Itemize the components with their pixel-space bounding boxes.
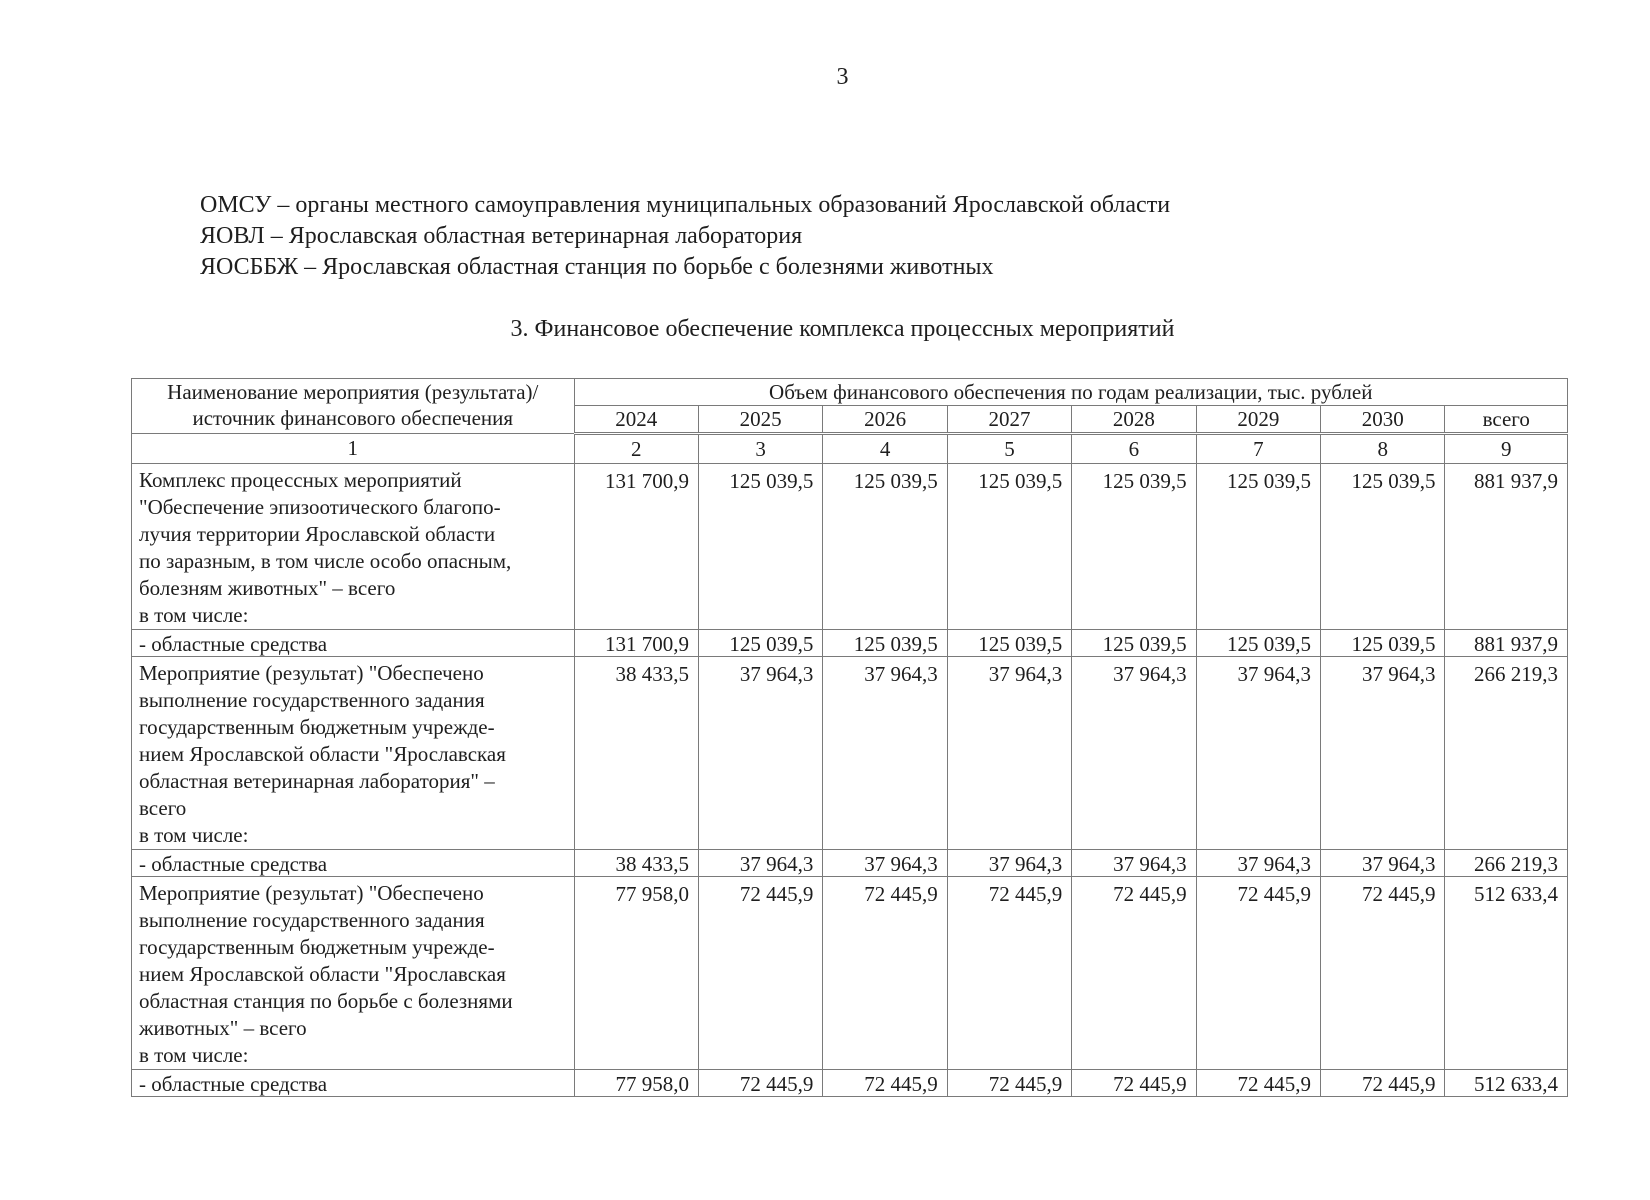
- header-year-2028: 2028: [1072, 406, 1196, 434]
- source-value-cell: 72 445,9: [1196, 1070, 1320, 1097]
- row-name-line: животных" – всего: [139, 1016, 307, 1040]
- row-name-cell: [132, 877, 575, 1070]
- row-name-line: в том числе:: [139, 1043, 249, 1067]
- source-value-cell: 125 039,5: [823, 630, 947, 657]
- value-cell: 125 039,5: [947, 464, 1071, 630]
- value-cell: 72 445,9: [823, 877, 947, 1070]
- header-year-2025: 2025: [698, 406, 822, 434]
- column-number: 8: [1321, 434, 1445, 464]
- row-name-line: Мероприятие (результат) "Обеспечено: [139, 881, 484, 905]
- value-cell: 38 433,5: [574, 657, 698, 850]
- column-number: 5: [947, 434, 1071, 464]
- value-cell: 125 039,5: [1321, 464, 1445, 630]
- value-cell: 131 700,9: [574, 464, 698, 630]
- value-cell: 72 445,9: [947, 877, 1071, 1070]
- row-name-cell: [132, 657, 575, 850]
- column-number: 7: [1196, 434, 1320, 464]
- table-row: [132, 877, 1568, 1070]
- row-name-line: в том числе:: [139, 823, 249, 847]
- source-row: [132, 1070, 1568, 1097]
- source-row: [132, 850, 1568, 877]
- value-cell: 512 633,4: [1445, 877, 1568, 1070]
- source-value-cell: 125 039,5: [1321, 630, 1445, 657]
- row-name-line: нием Ярославской области "Ярославская: [139, 742, 506, 766]
- page-number: 3: [836, 64, 849, 90]
- value-cell: 77 958,0: [574, 877, 698, 1070]
- source-value-cell: 37 964,3: [698, 850, 822, 877]
- abbreviation-yaovl: ЯОВЛ – Ярославская областная ветеринарная лаборатория: [200, 223, 803, 249]
- source-value-cell: 38 433,5: [574, 850, 698, 877]
- column-number: 1: [132, 434, 575, 464]
- value-cell: 37 964,3: [823, 657, 947, 850]
- source-value-cell: 72 445,9: [823, 1070, 947, 1097]
- financing-table: [131, 378, 1568, 1097]
- row-name-line: выполнение государственного задания: [139, 908, 485, 932]
- value-cell: 881 937,9: [1445, 464, 1568, 630]
- header-name-line: источник финансового обеспечения: [192, 406, 514, 430]
- value-cell: 37 964,3: [1072, 657, 1196, 850]
- header-volume-cell: Объем финансового обеспечения по годам реализации, тыс. рублей: [574, 379, 1567, 406]
- value-cell: 72 445,9: [698, 877, 822, 1070]
- value-cell: 125 039,5: [1196, 464, 1320, 630]
- source-value-cell: 72 445,9: [1072, 1070, 1196, 1097]
- source-value-cell: 72 445,9: [947, 1070, 1071, 1097]
- source-label: - областные средства: [132, 1070, 575, 1097]
- header-year-2024: 2024: [574, 406, 698, 434]
- header-year-2027: 2027: [947, 406, 1071, 434]
- source-value-cell: 512 633,4: [1445, 1070, 1568, 1097]
- source-value-cell: 125 039,5: [1072, 630, 1196, 657]
- header-year-2029: 2029: [1196, 406, 1320, 434]
- source-value-cell: 72 445,9: [1321, 1070, 1445, 1097]
- source-value-cell: 881 937,9: [1445, 630, 1568, 657]
- value-cell: 37 964,3: [1321, 657, 1445, 850]
- source-value-cell: 72 445,9: [698, 1070, 822, 1097]
- column-number: 4: [823, 434, 947, 464]
- source-value-cell: 125 039,5: [947, 630, 1071, 657]
- table-row: [132, 464, 1568, 630]
- source-label: - областные средства: [132, 630, 575, 657]
- abbreviation-yaosbbzh: ЯОСББЖ – Ярославская областная станция по борьбе с болезнями животных: [200, 254, 994, 280]
- row-name-line: в том числе:: [139, 603, 249, 627]
- row-name-line: болезням животных" – всего: [139, 576, 396, 600]
- abbreviation-omsu: ОМСУ – органы местного самоуправления муниципальных образований Ярославской области: [200, 192, 1171, 218]
- row-name-line: всего: [139, 796, 187, 820]
- row-name-line: "Обеспечение эпизоотического благопо-: [139, 495, 501, 519]
- source-value-cell: 37 964,3: [1321, 850, 1445, 877]
- row-name-line: по заразным, в том числе особо опасным,: [139, 549, 512, 573]
- header-name-line: Наименование мероприятия (результата)/: [167, 380, 539, 404]
- row-name-line: Мероприятие (результат) "Обеспечено: [139, 661, 484, 685]
- source-value-cell: 37 964,3: [947, 850, 1071, 877]
- section-title: 3. Финансовое обеспечение комплекса процессных мероприятий: [510, 316, 1175, 342]
- value-cell: 72 445,9: [1321, 877, 1445, 1070]
- source-value-cell: 131 700,9: [574, 630, 698, 657]
- row-name-line: Комплекс процессных мероприятий: [139, 468, 462, 492]
- row-name-line: нием Ярославской области "Ярославская: [139, 962, 506, 986]
- header-year-2026: 2026: [823, 406, 947, 434]
- abbreviations-list: [200, 190, 1170, 283]
- column-number: 6: [1072, 434, 1196, 464]
- value-cell: 72 445,9: [1196, 877, 1320, 1070]
- source-value-cell: 125 039,5: [1196, 630, 1320, 657]
- column-number: 3: [698, 434, 822, 464]
- source-value-cell: 77 958,0: [574, 1070, 698, 1097]
- row-name-cell: [132, 464, 575, 630]
- value-cell: 37 964,3: [947, 657, 1071, 850]
- row-name-line: областная ветеринарная лаборатория" –: [139, 769, 495, 793]
- value-cell: 125 039,5: [698, 464, 822, 630]
- header-name-cell: [132, 379, 575, 434]
- row-name-line: областная станция по борьбе с болезнями: [139, 989, 513, 1013]
- column-number: 9: [1445, 434, 1568, 464]
- column-number: 2: [574, 434, 698, 464]
- source-value-cell: 37 964,3: [1196, 850, 1320, 877]
- source-value-cell: 125 039,5: [698, 630, 822, 657]
- table-row: [132, 657, 1568, 850]
- source-value-cell: 37 964,3: [1072, 850, 1196, 877]
- source-value-cell: 37 964,3: [823, 850, 947, 877]
- value-cell: 37 964,3: [698, 657, 822, 850]
- value-cell: 125 039,5: [823, 464, 947, 630]
- header-total: всего: [1445, 406, 1568, 434]
- source-value-cell: 266 219,3: [1445, 850, 1568, 877]
- value-cell: 72 445,9: [1072, 877, 1196, 1070]
- row-name-line: выполнение государственного задания: [139, 688, 485, 712]
- column-number-row: [132, 434, 1568, 464]
- source-label: - областные средства: [132, 850, 575, 877]
- row-name-line: государственным бюджетным учрежде-: [139, 935, 495, 959]
- row-name-line: лучия территории Ярославской области: [139, 522, 496, 546]
- value-cell: 125 039,5: [1072, 464, 1196, 630]
- value-cell: 37 964,3: [1196, 657, 1320, 850]
- value-cell: 266 219,3: [1445, 657, 1568, 850]
- header-year-2030: 2030: [1321, 406, 1445, 434]
- row-name-line: государственным бюджетным учрежде-: [139, 715, 495, 739]
- header-row-top: [132, 379, 1568, 406]
- source-row: [132, 630, 1568, 657]
